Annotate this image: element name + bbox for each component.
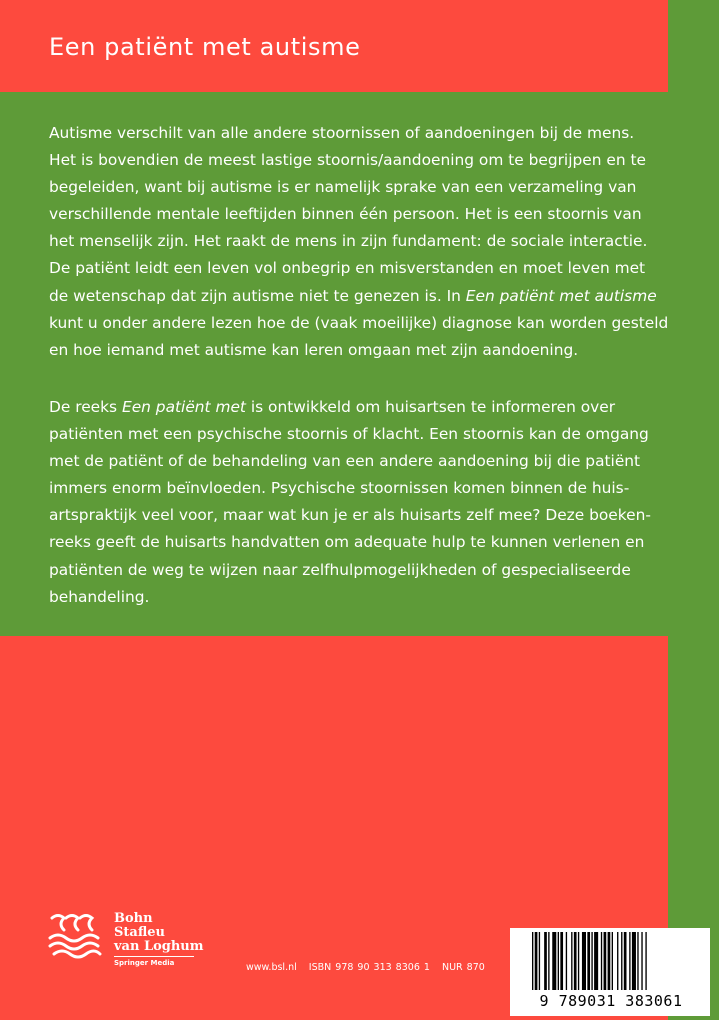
isbn-text: ISBN 978 90 313 8306 1 [308, 962, 430, 973]
text-line: verschillende mentale leeftijden binnen één persoon. Het is een stoornis van [49, 205, 642, 224]
text-line: en hoe iemand met autisme kan leren omgaan met zijn aandoening. [49, 340, 579, 359]
footer-info [246, 962, 493, 973]
publisher-subtitle: Springer Media [114, 959, 175, 967]
text-line: artspraktijk veel voor, maar wat kun je er als huisarts zelf mee? Deze boeken- [49, 506, 651, 525]
top-red-band [0, 0, 668, 92]
text-line: Het is bovendien de meest lastige stoornis/aandoening om te begrijpen en te [49, 151, 646, 170]
text-line: De patiënt leidt een leven vol onbegrip en misverstanden en moet leven met [49, 259, 646, 278]
text-line: De reeks Een patiënt met is ontwikkeld om huisartsen te informeren over [49, 398, 616, 416]
publisher-name-line1: Bohn [114, 911, 153, 926]
text-line: het menselijk zijn. Het raakt de mens in zijn fundament: de sociale interactie. [49, 232, 648, 251]
text-line: met de patiënt of de behandeling van een andere aandoening bij die patiënt [49, 452, 641, 471]
text-line: immers enorm beïnvloeden. Psychische stoornissen komen binnen de huis- [49, 479, 630, 498]
publisher-website: www.bsl.nl [246, 962, 297, 973]
text-line: kunt u onder andere lezen hoe de (vaak moeilijke) diagnose kan worden gesteld [49, 313, 669, 332]
publisher-divider [114, 956, 194, 957]
publisher-name-line2: Stafleu [114, 925, 165, 940]
text-line: patiënten met een psychische stoornis of klacht. Een stoornis kan de omgang [49, 425, 649, 444]
barcode [510, 928, 710, 1016]
nur-code: NUR 870 [441, 962, 485, 973]
book-title: Een patiënt met autisme [49, 33, 361, 61]
text-line: de wetenschap dat zijn autisme niet te genezen is. In Een patiënt met autisme [49, 286, 657, 305]
series-paragraph [49, 394, 649, 611]
barcode-bars-icon [532, 932, 690, 992]
text-line: patiënten de weg te wijzen naar zelfhulpmogelijkheden of gespecialiseerde [49, 560, 631, 579]
publisher-emblem-icon [48, 912, 108, 960]
barcode-digits: 9 789031 383061 [539, 992, 683, 1010]
publisher-logo [48, 912, 208, 972]
text-line: begeleiden, want bij autisme is er namelijk sprake van een verzameling van [49, 178, 637, 197]
text-line: behandeling. [49, 587, 150, 606]
text-line: Autisme verschilt van alle andere stoornissen of aandoeningen bij de mens. [49, 124, 635, 142]
description-paragraph-1 [49, 120, 669, 364]
text-line: reeks geeft de huisarts handvatten om adequate hulp te kunnen verlenen en [49, 533, 645, 552]
publisher-name-line3: van Loghum [114, 939, 204, 954]
